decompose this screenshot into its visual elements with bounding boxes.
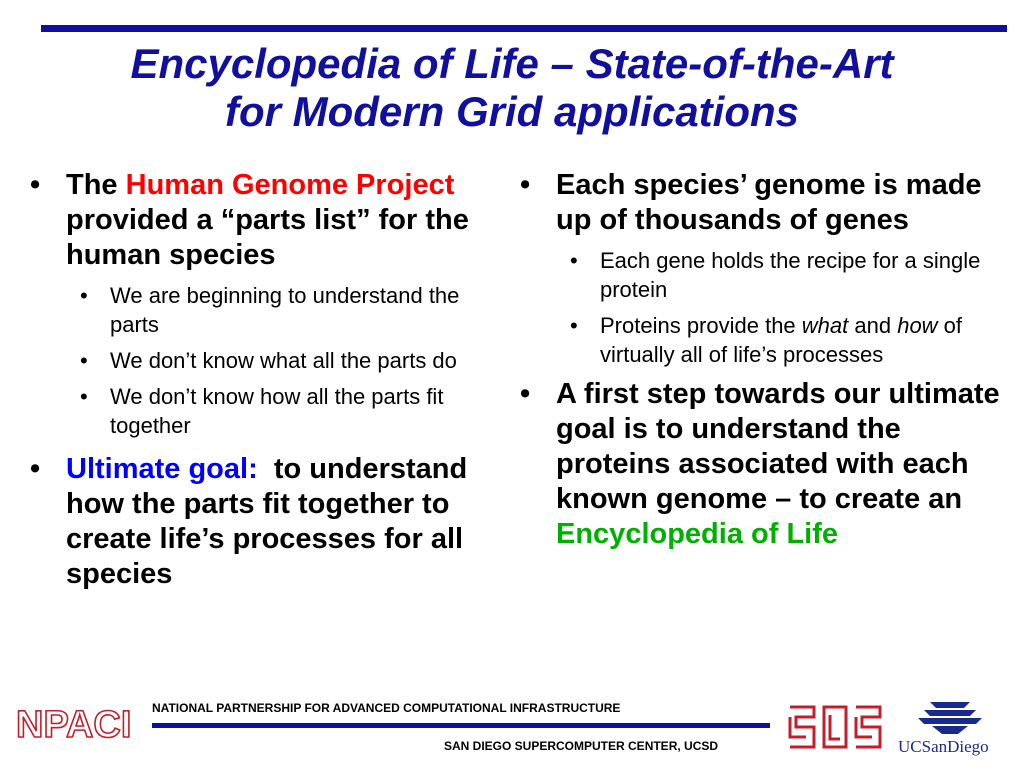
bullet-first-step — [520, 377, 1000, 552]
bullet-dot: • — [30, 169, 41, 201]
footer-sdsc-text: SAN DIEGO SUPERCOMPUTER CENTER, UCSD — [444, 739, 719, 753]
bullet-dot: • — [570, 248, 578, 273]
footer-partnership-text: NATIONAL PARTNERSHIP FOR ADVANCED COMPUTATIONAL INFRASTRUCTURE — [152, 701, 621, 715]
text-ultimate-goal: Ultimate goal: — [66, 453, 258, 485]
text-first-step: A first step towards our ultimate goal is to understand the proteins associated with each known genome – to create an — [556, 378, 1000, 515]
text-virtually-all: of virtually all of life’s processes — [600, 313, 963, 367]
bullet-ultimate-goal — [30, 452, 500, 592]
text-parts-list: provided a “parts list” for the human species — [66, 204, 469, 271]
sub-bullet-text: Each gene holds the recipe for a single protein — [600, 248, 981, 302]
right-column — [520, 168, 1000, 560]
bullet-species-genome — [520, 168, 1000, 238]
bullet-dot: • — [80, 384, 88, 409]
bullet-dot: • — [520, 169, 531, 201]
bullet-dot: • — [80, 283, 88, 308]
sub-bullet-parts-do — [30, 346, 500, 375]
left-column — [30, 168, 500, 600]
text-how: how — [897, 313, 938, 338]
text-encyclopedia-of-life: Encyclopedia of Life — [556, 518, 838, 550]
npaci-logo-text: NPACI — [16, 704, 132, 744]
footer-rule — [152, 723, 770, 728]
sub-bullet-proteins — [520, 311, 1000, 369]
text-what: what — [801, 313, 849, 338]
bullet-dot: • — [520, 378, 531, 410]
text-species-genome: Each species’ genome is made up of thousands of genes — [556, 169, 982, 236]
sub-bullet-text: We are beginning to understand the parts — [110, 283, 460, 337]
sub-bullet-text: We don’t know how all the parts fit together — [110, 384, 444, 438]
ucsd-geisel-library-icon — [918, 702, 982, 734]
sub-bullet-understand-parts — [30, 281, 500, 339]
bullet-dot: • — [30, 453, 41, 485]
title-line-2: for Modern Grid applications — [224, 88, 800, 135]
text-goal-description: to understand how the parts fit together to create life’s processes for all species — [66, 453, 476, 590]
npaci-logo — [14, 700, 138, 749]
text-human-genome-project: Human Genome Project — [125, 169, 455, 201]
slide-title — [20, 40, 1004, 136]
sub-bullet-gene-recipe — [520, 246, 1000, 304]
ucsd-logo — [896, 696, 1006, 763]
sdsc-logo — [786, 701, 886, 758]
bullet-human-genome — [30, 168, 500, 273]
sub-bullet-text: We don’t know what all the parts do — [110, 348, 457, 373]
top-rule — [41, 25, 1007, 32]
text-proteins-provide: Proteins provide the — [600, 313, 802, 338]
bullet-dot: • — [80, 348, 88, 373]
bullet-dot: • — [570, 313, 578, 338]
ucsd-logo-text: UCSanDiego — [898, 737, 989, 756]
sub-bullet-parts-fit — [30, 382, 500, 440]
text-the: The — [66, 169, 126, 201]
text-and: and — [848, 313, 898, 338]
title-line-1: Encyclopedia of Life – State-of-the-Art — [130, 40, 894, 87]
